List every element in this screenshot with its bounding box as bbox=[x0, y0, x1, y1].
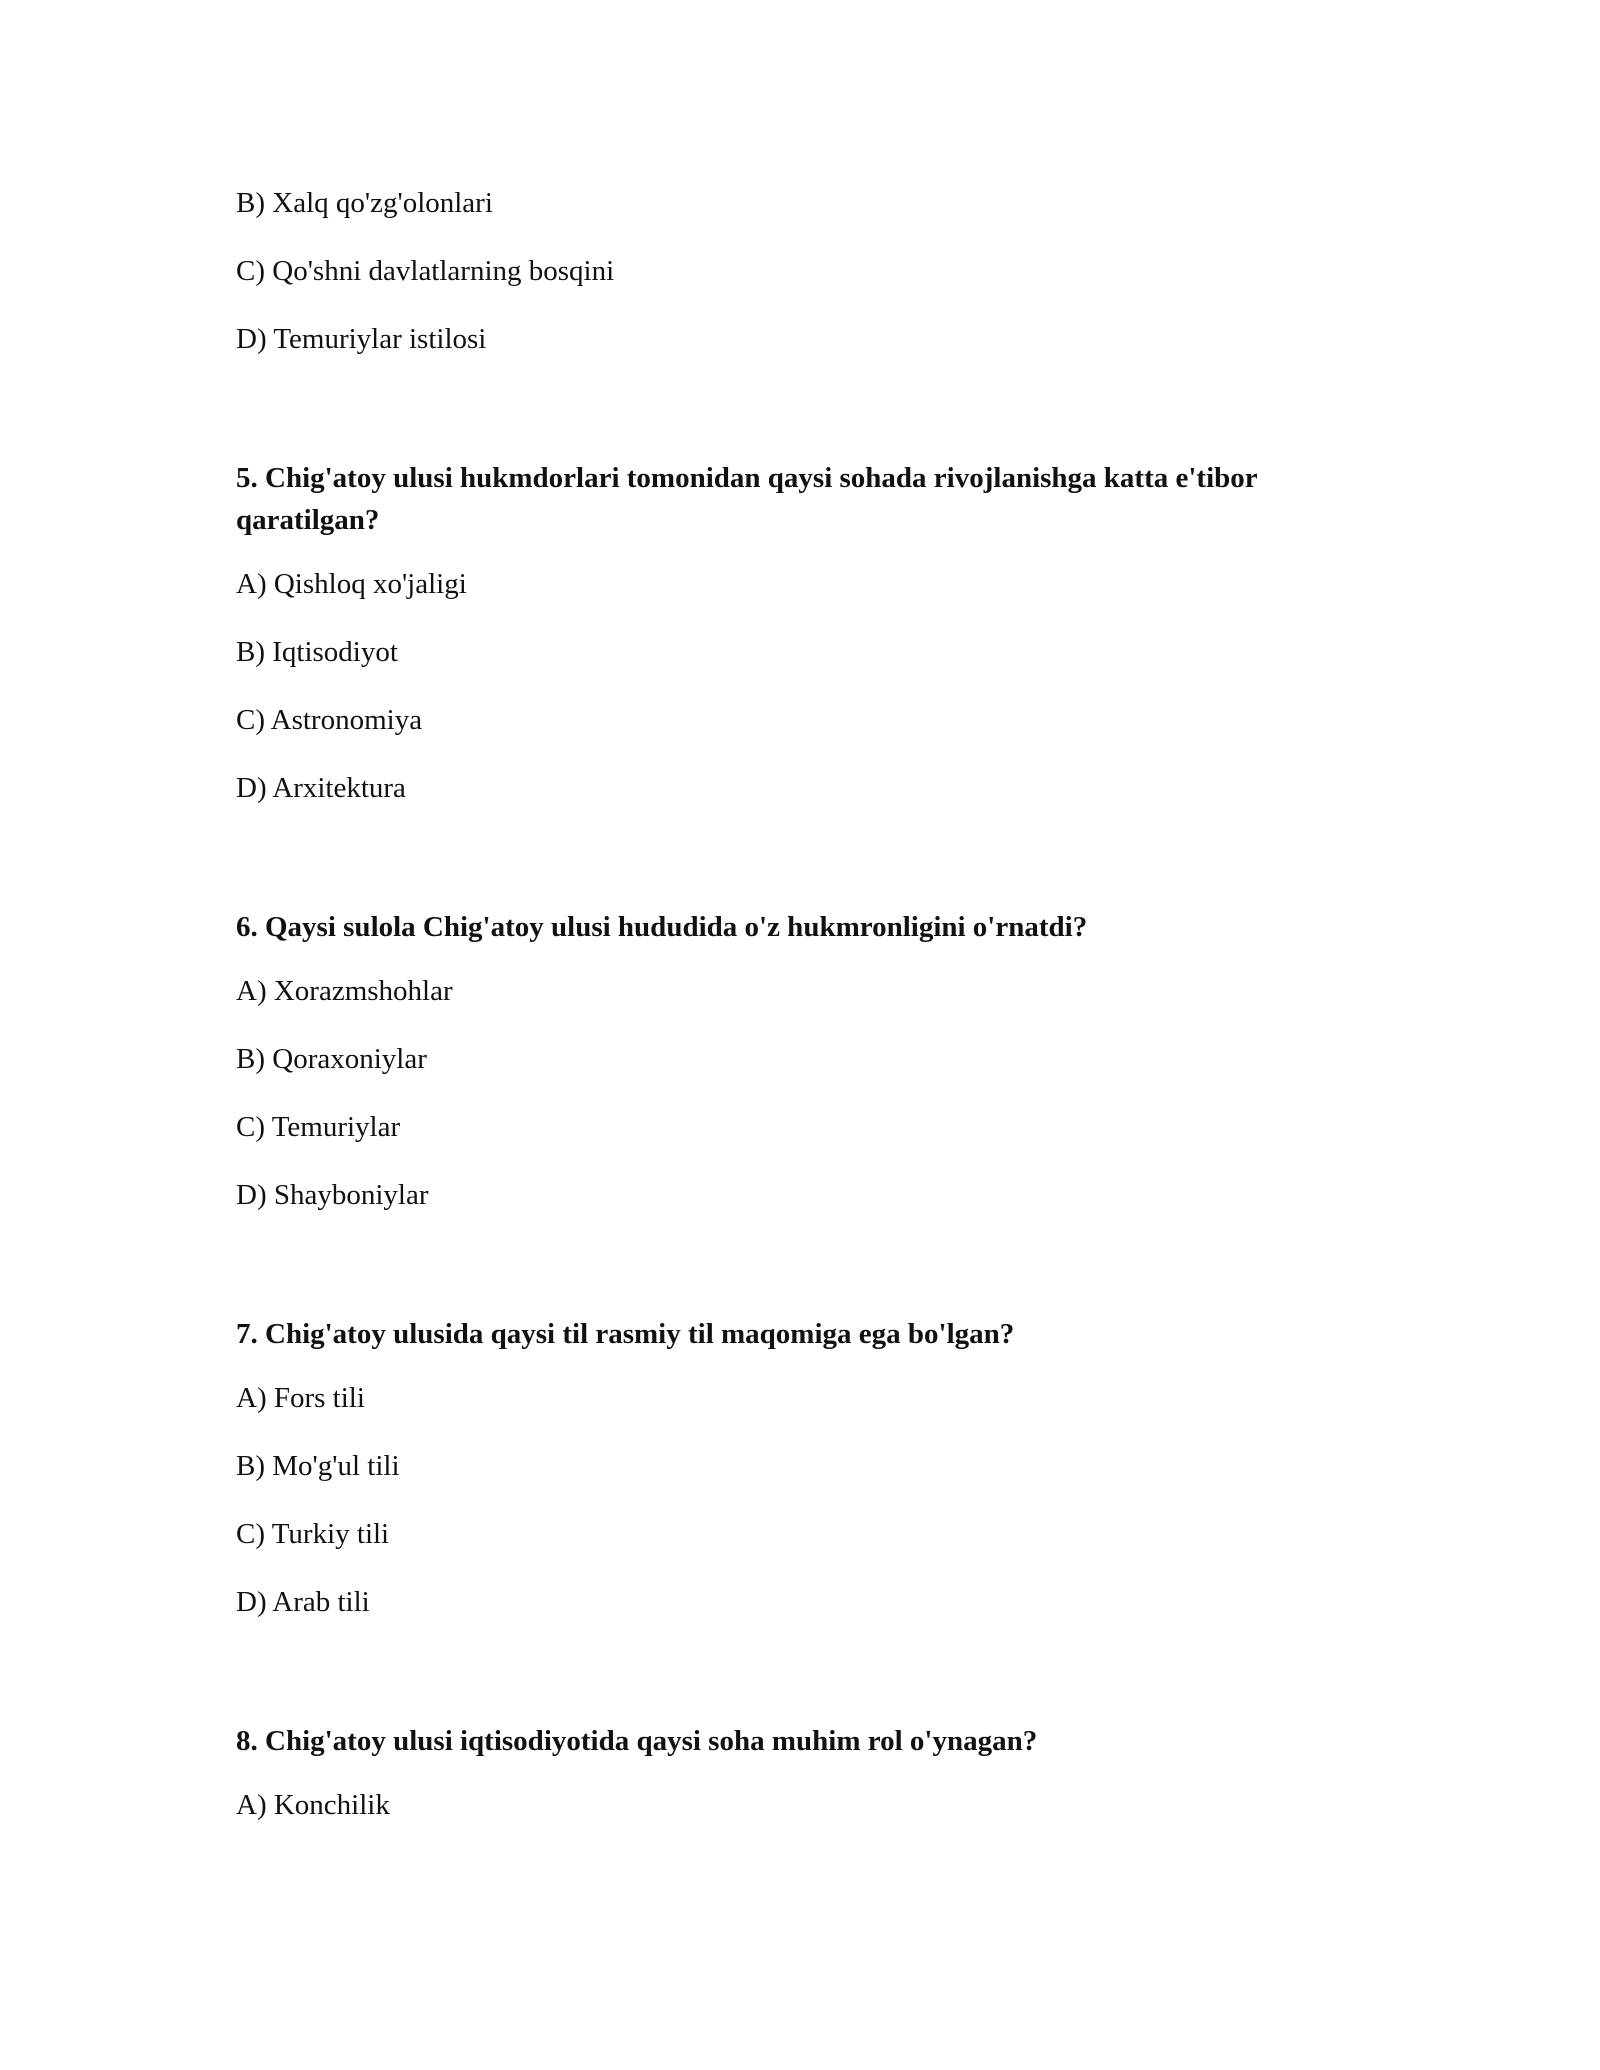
option-4d: D) Temuriylar istilosi bbox=[236, 323, 487, 355]
option-6c: C) Temuriylar bbox=[236, 1111, 401, 1143]
option-6b: B) Qoraxoniylar bbox=[236, 1043, 427, 1075]
question-4-continued bbox=[236, 186, 1366, 356]
question-6 bbox=[236, 906, 1366, 1212]
option-4b: B) Xalq qo'zg'olonlari bbox=[236, 187, 493, 219]
question-6-text: 6. Qaysi sulola Chig'atoy ulusi hududida o'z hukmronligini o'rnatdi? bbox=[236, 911, 1088, 943]
option-5b: B) Iqtisodiyot bbox=[236, 636, 398, 668]
question-8-text: 8. Chig'atoy ulusi iqtisodiyotida qaysi soha muhim rol o'ynagan? bbox=[236, 1725, 1038, 1757]
option-6a: A) Xorazmshohlar bbox=[236, 975, 453, 1007]
option-7b: B) Mo'g'ul tili bbox=[236, 1450, 400, 1482]
question-5-text: 5. Chig'atoy ulusi hukmdorlari tomonidan qaysi sohada rivojlanishga katta e'tibor qaratilgan? bbox=[236, 462, 1258, 536]
question-5 bbox=[236, 457, 1366, 805]
question-8 bbox=[236, 1720, 1366, 1822]
option-7d: D) Arab tili bbox=[236, 1586, 370, 1618]
quiz-content bbox=[236, 186, 1366, 1856]
option-7a: A) Fors tili bbox=[236, 1382, 365, 1414]
option-5c: C) Astronomiya bbox=[236, 704, 423, 736]
option-8a: A) Konchilik bbox=[236, 1789, 390, 1821]
option-6d: D) Shayboniylar bbox=[236, 1179, 429, 1211]
option-5d: D) Arxitektura bbox=[236, 772, 406, 804]
question-7-text: 7. Chig'atoy ulusida qaysi til rasmiy til maqomiga ega bo'lgan? bbox=[236, 1318, 1015, 1350]
option-7c: C) Turkiy tili bbox=[236, 1518, 390, 1550]
option-5a: A) Qishloq xo'jaligi bbox=[236, 568, 467, 600]
option-4c: C) Qo'shni davlatlarning bosqini bbox=[236, 255, 615, 287]
question-7 bbox=[236, 1313, 1366, 1619]
